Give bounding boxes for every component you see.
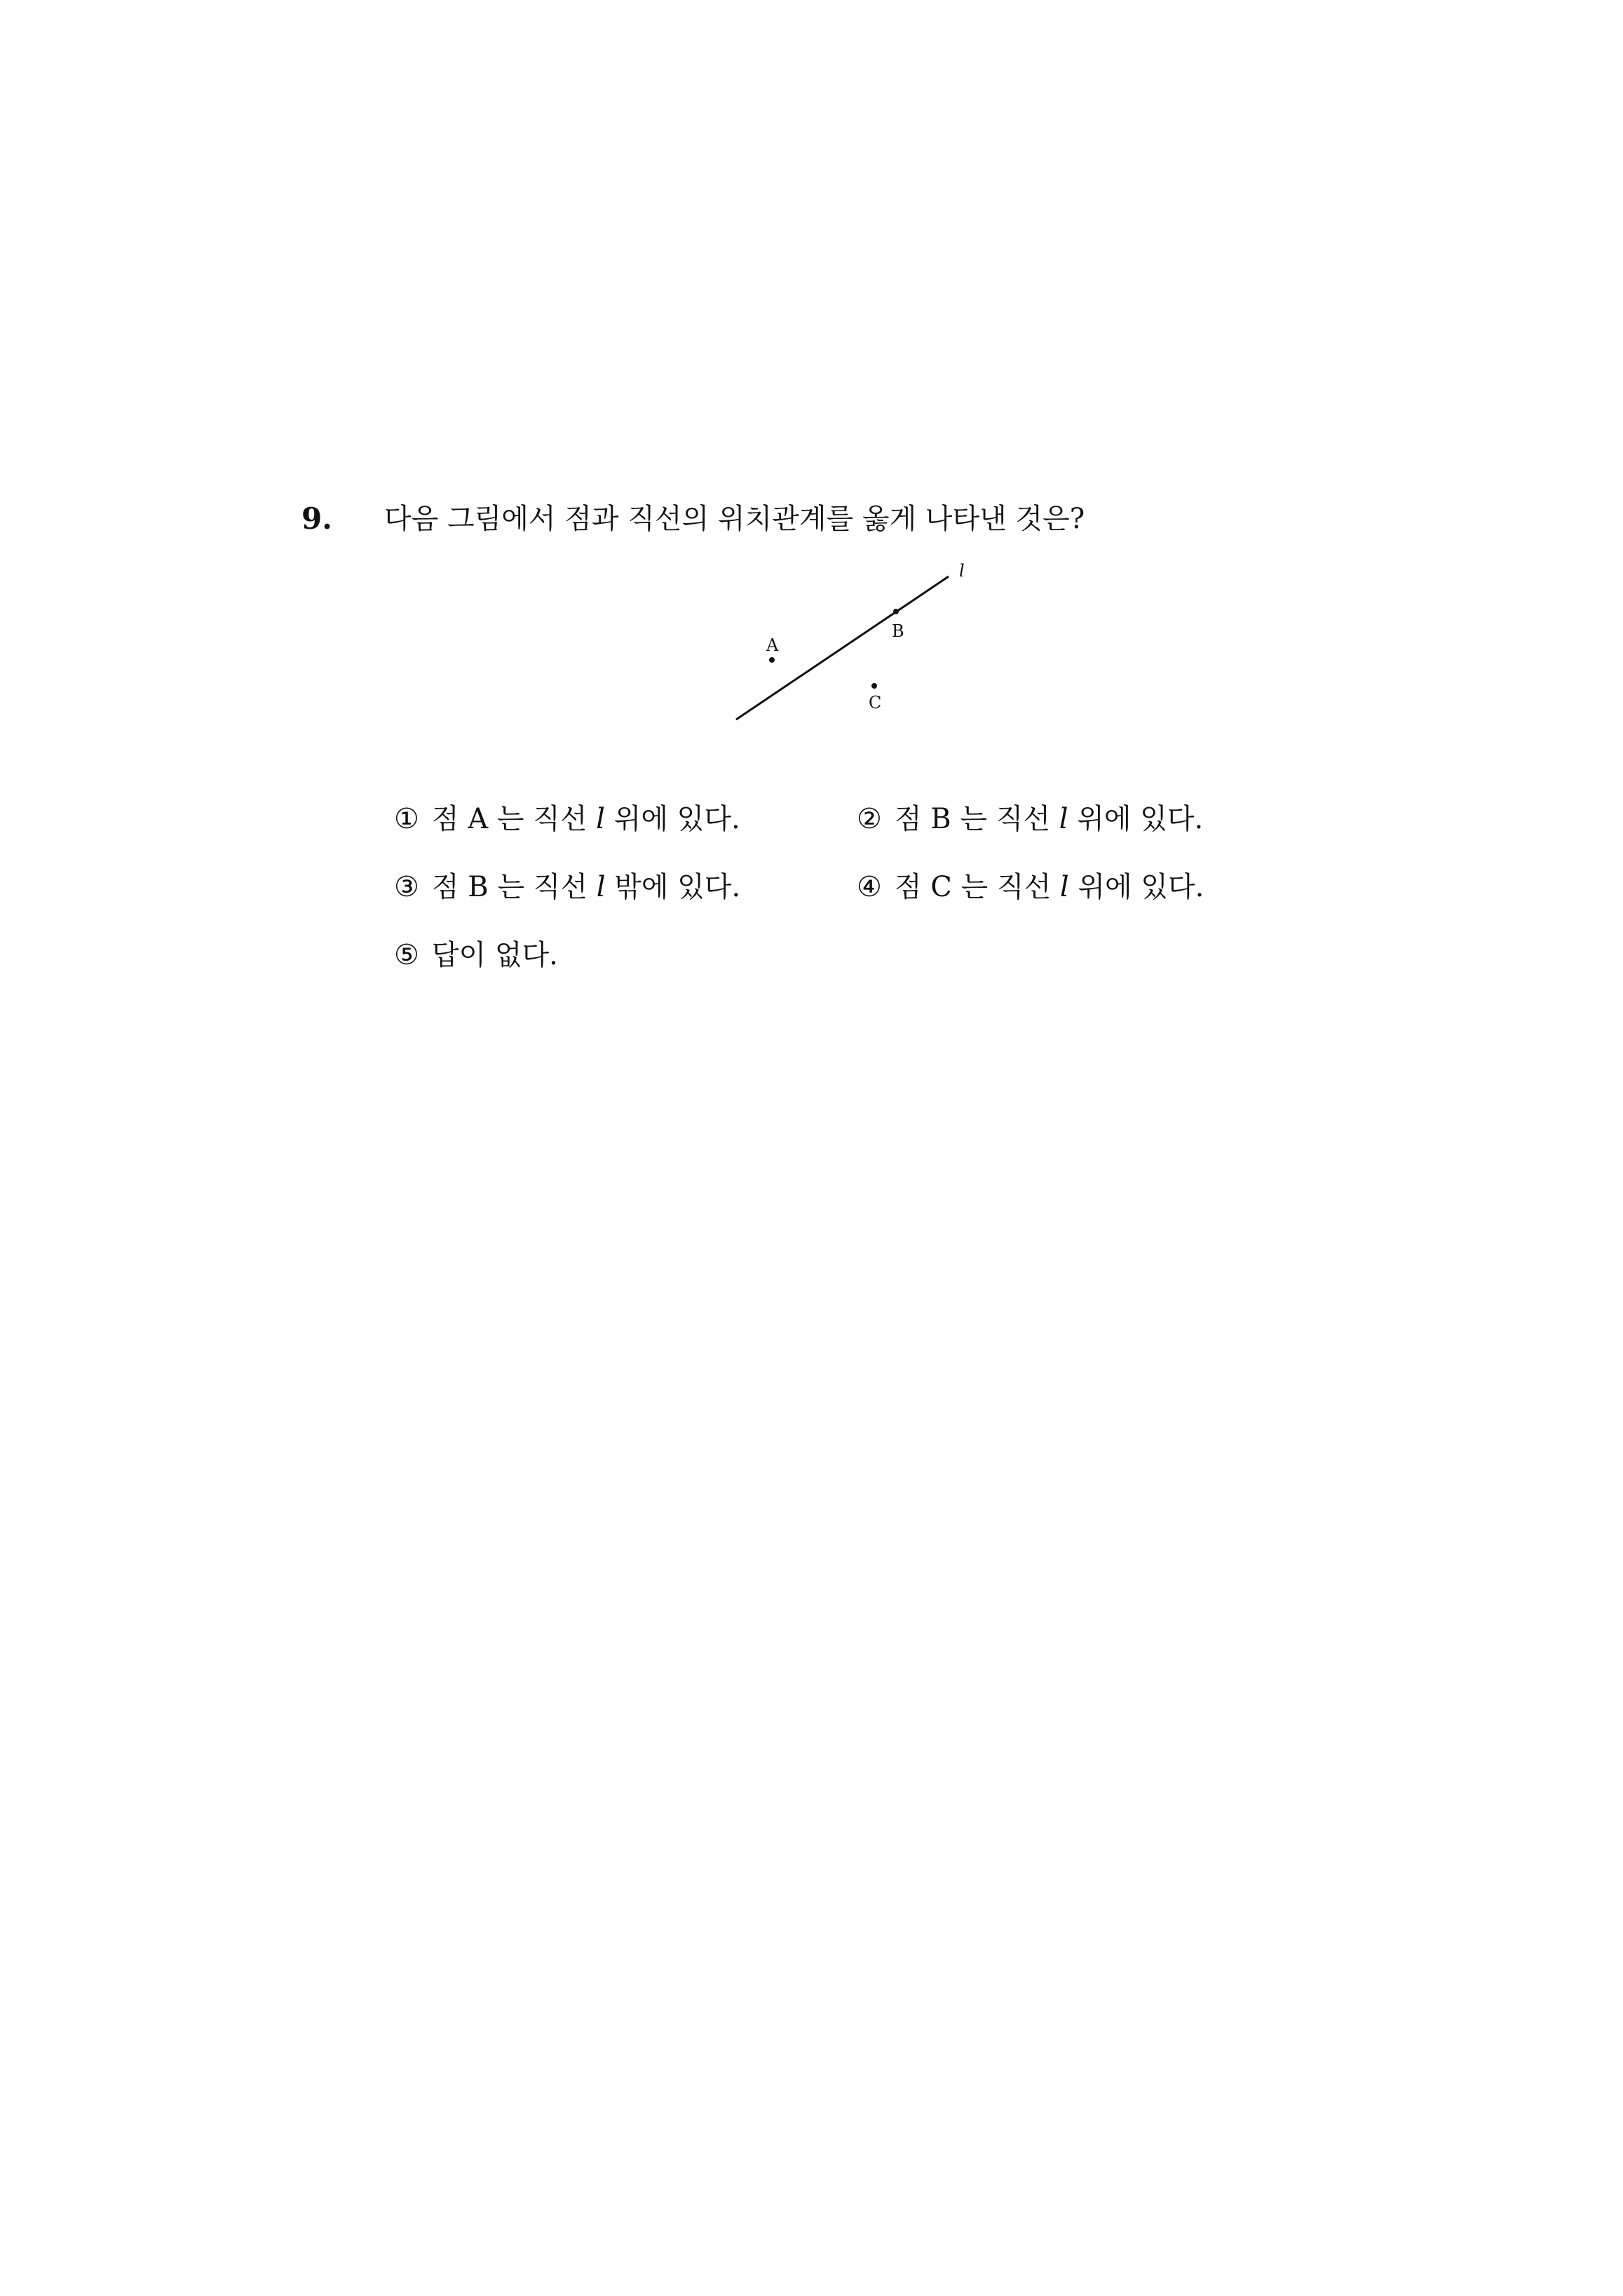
point-a [769,657,775,663]
choice-5[interactable] [394,936,558,975]
choice-text-post: 밖에 있다. [605,871,741,903]
choice-line-var: l [1059,803,1068,835]
figure-svg [715,554,1010,736]
choice-marker: ③ [394,871,419,903]
choice-marker: ① [394,803,419,835]
choice-1[interactable] [394,799,740,839]
point-c [871,683,877,689]
choice-text-post: 위에 있다. [604,803,740,835]
choice-marker: ④ [857,871,882,903]
choice-text-pre: 답이 없다. [431,939,558,971]
choice-2[interactable] [857,799,1203,839]
point-line-figure [715,554,1010,736]
line-l-label: l [959,561,965,581]
point-c-label: C [869,693,882,713]
question-text: 다음 그림에서 점과 직선의 위치관계를 옳게 나타낸 것은? [384,503,1085,535]
choice-line-var: l [596,803,605,835]
choice-marker: ② [857,803,882,835]
choice-text-post: 위에 있다. [1068,803,1204,835]
question-number: 9. [301,501,332,536]
choice-text-pre: 점 B 는 직선 [894,803,1059,835]
choice-3[interactable] [394,867,740,907]
choice-4[interactable] [857,867,1204,907]
choice-line-var: l [1059,871,1069,903]
choice-text-post: 위에 있다. [1068,871,1204,903]
choice-line-var: l [596,871,606,903]
choice-text-pre: 점 C 는 직선 [894,871,1060,903]
choice-text-pre: 점 A 는 직선 [431,803,597,835]
point-b-label: B [892,621,904,641]
choice-marker: ⑤ [394,939,419,971]
point-a-label: A [766,635,779,655]
point-b [893,609,899,614]
choice-text-pre: 점 B 는 직선 [431,871,597,903]
